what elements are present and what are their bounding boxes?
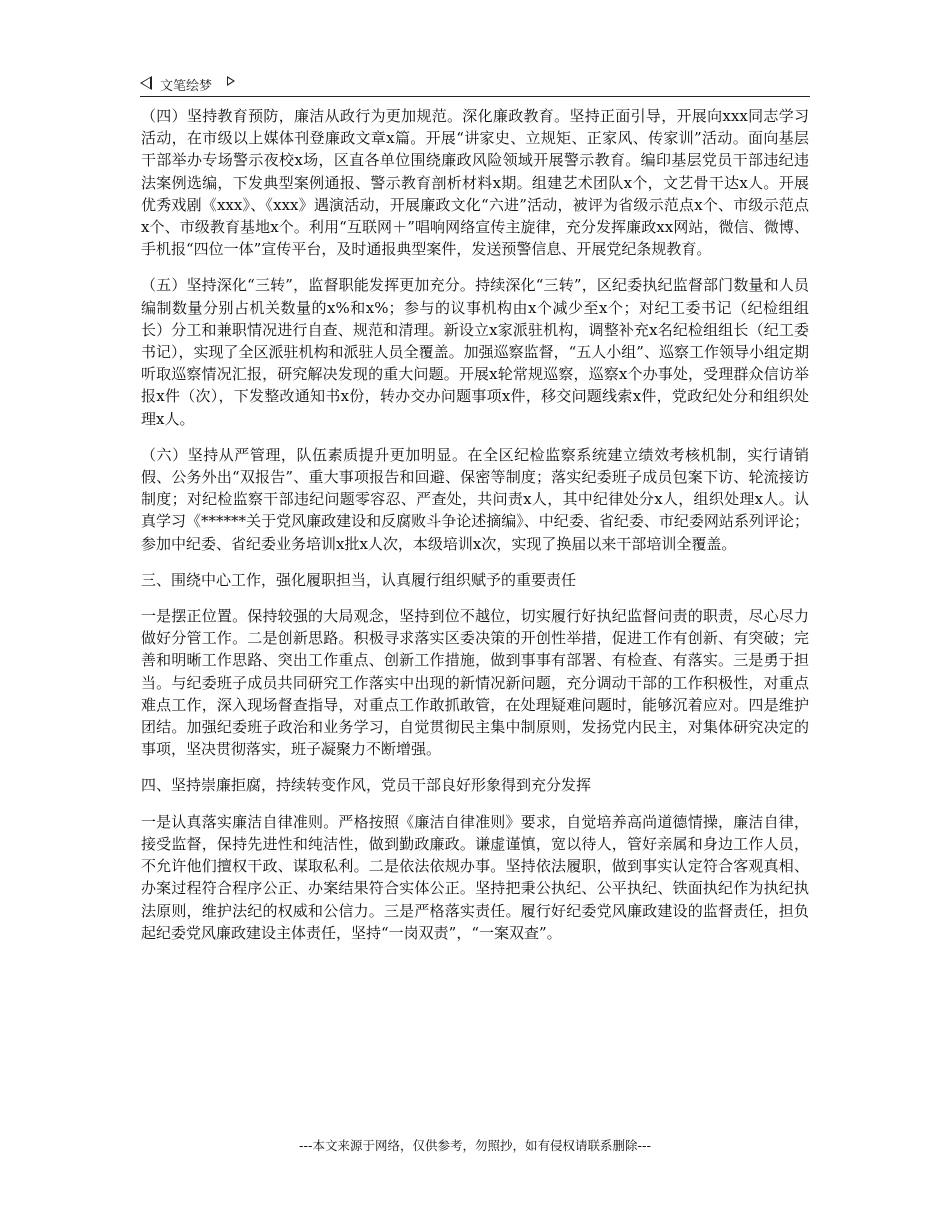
document-body xyxy=(141,105,809,958)
heading-part-3: 三、围绕中心工作，强化履职担当，认真履行组织赋予的重要责任 xyxy=(141,570,577,589)
paragraph-section-4: （四）坚持教育预防，廉洁从政行为更加规范。深化廉政教育。坚持正面引导，开展向xxx同志学习活动，在市级以上媒体刊登廉政文章x篇。开展“讲家史、立规矩、正家风、传家训”活动。面向基层干部举办专场警示夜校x场，区直各单位围绕廉政风险领域开展警示教育。编印基层党员干部违纪违法案例选编，下发典型案例通报、警示教育剖析材料x期。组建艺术团队x个，文艺骨干达x人。开展优秀戏剧《xxx》、《xxx》遇演活动，开展廉政文化“六进”活动，被评为省级示范点x个、市级示范点x个、市级教育基地x个。利用“互联网＋”唱响网络宣传主旋律，充分发挥廉政xx网站，微信、微博、手机报“四位一体”宣传平台，及时通报典型案件，发送预警信息、开展党纪条规教育。 xyxy=(141,107,809,259)
paragraph-section-6: （六）坚持从严管理，队伍素质提升更加明显。在全区纪检监察系统建立绩效考核机制，实行请销假、公务外出“双报告”、重大事项报告和回避、保密等制度；落实纪委班子成员包案下访、轮流接访制度；对纪检监察干部违纪问题零容忍、严查处，共问责x人，其中纪律处分x人，组织处理x人。认真学习《******关于党风廉政建设和反腐败斗争论述摘编》、中纪委、省纪委、市纪委网站系列评论；参加中纪委、省纪委业务培训x批x人次，本级培训x次，实现了换届以来干部培训全覆盖。 xyxy=(141,445,809,553)
paragraph-part-3-body: 一是摆正位置。保持较强的大局观念，坚持到位不越位，切实履行好执纪监督问责的职责，尽心尽力做好分管工作。二是创新思路。积极寻求落实区委决策的开创性举措，促进工作有创新、有突破；完善和明晰工作思路、突出工作重点、创新工作措施，做到事事有部署、有检查、有落实。三是勇于担当。与纪委班子成员共同研究工作落实中出现的新情况新问题，充分调动干部的工作积极性，对重点难点工作，深入现场督查指导，对重点工作敢抓敢管，在处理疑难问题时，能够沉着应对。四是维护团结。加强纪委班子政治和业务学习，自觉贯彻民主集中制原则，发扬党内民主，对集体研究决定的事项，坚决贯彻落实，班子凝聚力不断增强。 xyxy=(141,607,809,759)
paragraph-section-5: （五）坚持深化“三转”，监督职能发挥更加充分。持续深化“三转”，区纪委执纪监督部门数量和人员编制数量分别占机关数量的x%和x%；参与的议事机构由x个减少至x个；对纪工委书记（纪检组组长）分工和兼职情况进行自查、规范和清理。新设立x家派驻机构，调整补充x名纪检组组长（纪工委书记），实现了全区派驻机构和派驻人员全覆盖。加强巡察监督，“五人小组”、巡察工作领导小组定期听取巡察情况汇报，研究解决发现的重大问题。开展x轮常规巡察，巡察x个办事处，受理群众信访举报x件（次），下发整改通知书x份，转办交办问题事项x件，移交问题线索x件，党政纪处分和组织处理x人。 xyxy=(141,276,809,428)
paragraph-part-4-body: 一是认真落实廉洁自律准则。严格按照《廉洁自律准则》要求，自觉培养高尚道德情操，廉洁自律，接受监督，保持先进性和纯洁性，做到勤政廉政。谦虚谨慎，宽以待人，管好亲属和身边工作人员，不允许他们擅权干政、谋取私利。二是依法依规办事。坚持依法履职，做到事实认定符合客观真相、办案过程符合程序公正、办案结果符合实体公正。坚持把秉公执纪、公平执纪、铁面执纪作为执纪执法原则，维护法纪的权威和公信力。三是严格落实责任。履行好纪委党风廉政建设的监督责任，担负起纪委党风廉政建设主体责任，坚持“一岗双责”，“一案双查”。 xyxy=(141,812,809,942)
right-triangle-icon xyxy=(227,76,235,86)
left-triangle-icon xyxy=(140,76,152,90)
page-header xyxy=(140,74,810,97)
page-footer: ---本文来源于网络，仅供参考，勿照抄，如有侵权请联系删除--- xyxy=(298,1138,652,1153)
header-brand: 文笔绘梦 xyxy=(160,79,213,94)
heading-part-4: 四、坚持崇廉拒腐，持续转变作风，党员干部良好形象得到充分发挥 xyxy=(141,776,592,795)
